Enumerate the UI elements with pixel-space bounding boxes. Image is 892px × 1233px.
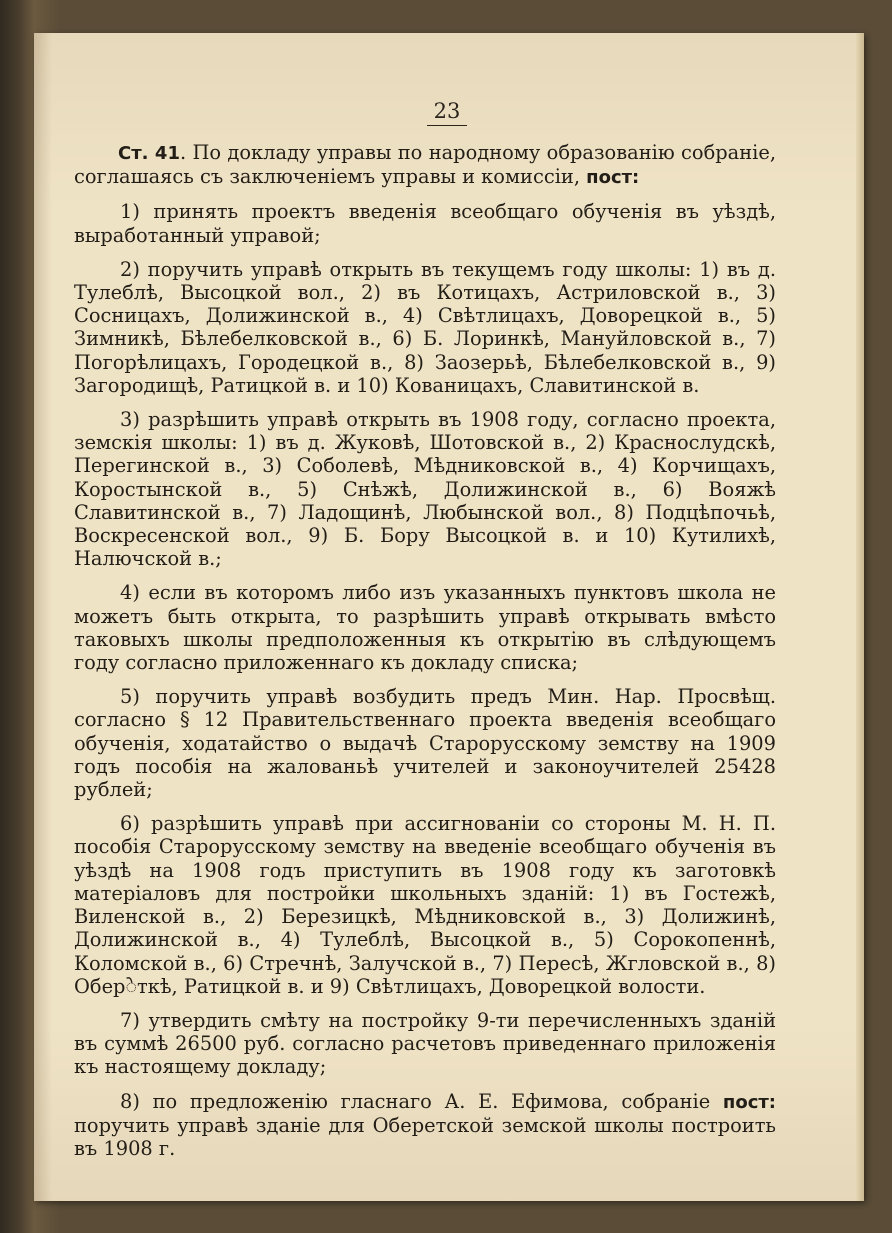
item-8-rest: поручить управѣ зданіе для Оберетской земской школы построить въ 1908 г. bbox=[74, 1113, 776, 1160]
intro-text: . По докладу управы по народному образованію собраніе, соглашаясь съ заключеніемъ управы и комиссіи, bbox=[74, 141, 776, 189]
item-8-text: 8) по предложенію гласнаго А. Е. Ефимова, собраніе bbox=[120, 1089, 711, 1113]
item-4: 4) если въ которомъ либо изъ указанныхъ пунктовъ школа не можетъ быть открыта, то разрѣшить управѣ открывать вмѣсто таковыхъ школы предположенныя къ открытію въ слѣдующемъ году согласно приложеннаго къ докладу списка; bbox=[74, 581, 776, 675]
article-intro bbox=[74, 141, 776, 189]
item-8 bbox=[74, 1090, 776, 1161]
item-5: 5) поручить управѣ возбудить предъ Мин. Нар. Просвѣщ. согласно § 12 Правительственнаго проекта введенія всеобщаго обученія, ходатайство о выдачѣ Старорусскому земству на 1909 годъ пособія на жалованьѣ учителей и законоучителей 25428 рублей; bbox=[74, 685, 776, 802]
page-number: 23 bbox=[427, 99, 467, 126]
item-8-resolved-label: пост: bbox=[722, 1091, 776, 1113]
article-label: Ст. 41 bbox=[118, 143, 180, 164]
item-1: 1) принять проектъ введенія всеобщаго обученія въ уѣздѣ, выработанный управой; bbox=[74, 200, 776, 247]
resolved-label: пост: bbox=[586, 167, 640, 189]
item-3: 3) разрѣшить управѣ открыть въ 1908 году, согласно проекта, земскія школы: 1) въ д. Жуковѣ, Шотовской в., 2) Краснослудскѣ, Перегинской в., 3) Соболевѣ, Мѣдниковской в., 4) Корчищахъ, Коростынской в., 5) Снѣжѣ, Долижинской в., 6) Вояжѣ Славитинской в., 7) Ладощинѣ, Любынской вол., 8) Подцѣпочьѣ, Воскресенской вол., 9) Б. Бору Высоцкой в. и 10) Кутилихѣ, Налючской в.; bbox=[74, 408, 776, 571]
item-2: 2) поручить управѣ открыть въ текущемъ году школы: 1) въ д. Тулеблѣ, Высоцкой вол., 2) въ Котицахъ, Астриловской в., 3) Сосницахъ, Долижинской в., 4) Свѣтлицахъ, Доворецкой в., 5) Зимникѣ, Бѣлебелковской в., 6) Б. Лоринкѣ, Мануйловской в., 7) Погорѣлицахъ, Городецкой в., 8) Заозерьѣ, Бѣлебелковской в., 9) Загородищѣ, Ратицкой в. и 10) Кованицахъ, Славитинской в. bbox=[74, 257, 776, 397]
book-page bbox=[34, 33, 864, 1201]
item-6: 6) разрѣшить управѣ при ассигнованіи со стороны М. Н. П. пособія Старорусскому земству на введеніе всеобщаго обученія въ уѣздѣ на 1908 годъ приступить въ 1908 году къ заготовкѣ матеріаловъ для постройки школьныхъ зданій: 1) въ Гостежѣ, Виленской в., 2) Березицкѣ, Мѣдниковской в., 3) Долижинѣ, Долижинской в., 4) Тулеблѣ, Высоцкой в., 5) Сорокопеннѣ, Коломской в., 6) Стречнѣ, Залучской в., 7) Пересѣ, Жгловской в., 8) Оберेткѣ, Ратицкой в. и 9) Свѣтлицахъ, Доворецкой волости. bbox=[74, 812, 776, 998]
page-edge bbox=[856, 33, 864, 1201]
page-text bbox=[74, 141, 776, 1171]
item-7: 7) утвердить смѣту на постройку 9-ти перечисленныхъ зданій въ суммѣ 26500 руб. согласно расчетовъ приведеннаго приложенія къ настоящему докладу; bbox=[74, 1008, 776, 1079]
